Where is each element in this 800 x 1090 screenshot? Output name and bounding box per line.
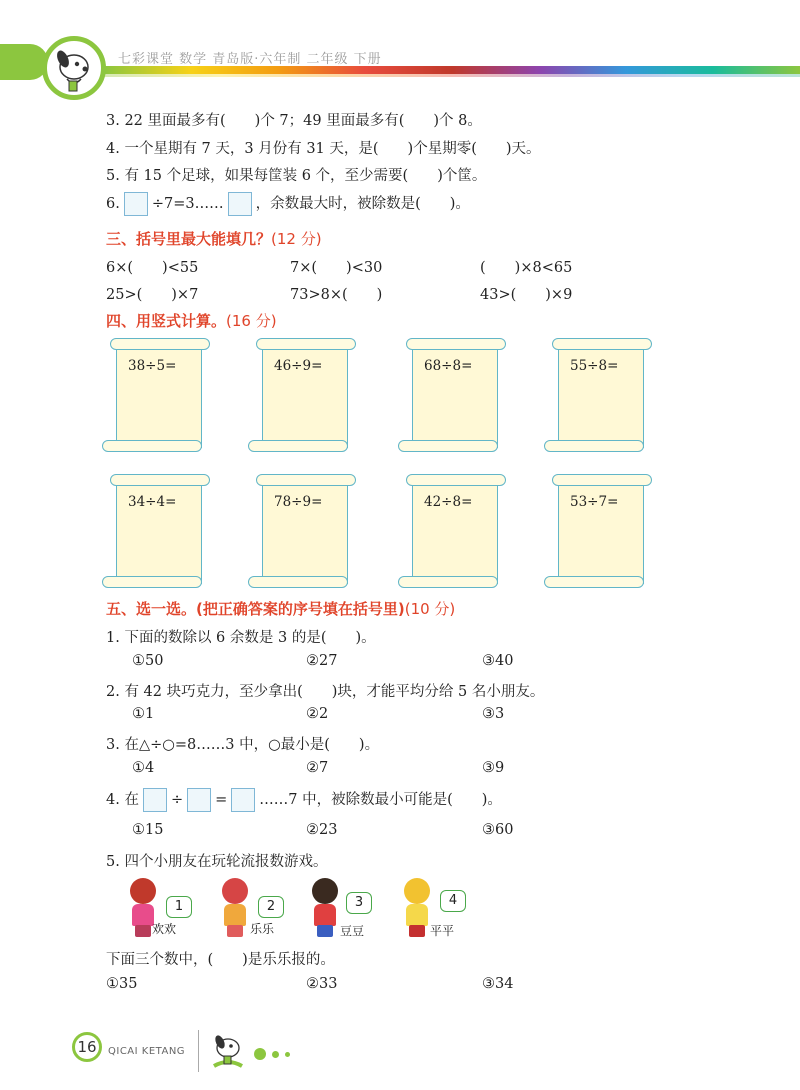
calc-scroll[interactable] [544, 338, 652, 452]
question-3: 3. 22 里面最多有( )个 7；49 里面最多有( )个 8。 [106, 113, 482, 129]
s3-item: 7×( )<30 [290, 260, 383, 276]
option[interactable]: ①35 [106, 976, 138, 992]
calc-expression: 78÷9= [274, 494, 323, 510]
option[interactable]: ②27 [306, 653, 338, 669]
section-5-title: 五、选一选。(把正确答案的序号填在括号里) [106, 600, 405, 618]
calc-expression: 42÷8= [424, 494, 473, 510]
option[interactable]: ①4 [132, 760, 155, 776]
s5-question-4 [106, 788, 502, 812]
question-4: 4. 一个星期有 7 天，3 月份有 31 天，是( )个星期零( )天。 [106, 141, 541, 157]
q4-dividend-box[interactable] [143, 788, 167, 812]
footer-dot [254, 1048, 266, 1060]
option[interactable]: ②33 [306, 976, 338, 992]
s3-item: 6×( )<55 [106, 260, 199, 276]
q4-divisor-box[interactable] [187, 788, 211, 812]
calc-expression: 55÷8= [570, 358, 619, 374]
kid-name: 平平 [430, 924, 455, 938]
calc-expression: 34÷4= [128, 494, 177, 510]
mascot-dog-icon [42, 36, 106, 100]
section-4-title: 四、用竖式计算。 [106, 312, 227, 330]
page-number: 16 [72, 1032, 102, 1062]
header-green-tab [0, 44, 48, 80]
section-4-score: (16 分) [226, 312, 277, 330]
q4-quotient-box[interactable] [231, 788, 255, 812]
calc-scroll[interactable] [398, 338, 506, 452]
calc-expression: 46÷9= [274, 358, 323, 374]
footer-divider [198, 1030, 199, 1072]
s3-item: 43>( )×9 [480, 287, 573, 303]
footer-brand: QICAI KETANG [108, 1046, 186, 1057]
calc-scroll[interactable] [398, 474, 506, 588]
option[interactable]: ③3 [482, 706, 505, 722]
q6-dividend-box[interactable] [124, 192, 148, 216]
option[interactable]: ①50 [132, 653, 164, 669]
option[interactable]: ③34 [482, 976, 514, 992]
q6-remainder-box[interactable] [228, 192, 252, 216]
s5-q5-question: 下面三个数中，( )是乐乐报的。 [106, 952, 335, 968]
s3-item: ( )×8<65 [480, 260, 573, 276]
section-3-heading [106, 228, 322, 249]
header-title: 七彩课堂 数学 青岛版·六年制 二年级 下册 [118, 52, 382, 67]
footer-dot [272, 1051, 279, 1058]
section-3-score: (12 分) [271, 230, 322, 248]
option[interactable]: ②2 [306, 706, 329, 722]
q4-suffix: ……7 中，被除数最小可能是( )。 [259, 792, 502, 808]
kid-name: 豆豆 [340, 924, 365, 938]
footer-dog-icon [206, 1032, 250, 1072]
s5-question-1: 1. 下面的数除以 6 余数是 3 的是( )。 [106, 630, 376, 646]
option[interactable]: ①15 [132, 822, 164, 838]
section-5-score: (10 分) [404, 600, 456, 618]
number-bubble: 4 [440, 890, 466, 912]
option[interactable]: ③60 [482, 822, 514, 838]
calc-expression: 68÷8= [424, 358, 473, 374]
header-rainbow-stripe-light [104, 74, 800, 77]
q4-equal-sign: = [215, 792, 228, 808]
question-6 [106, 192, 470, 216]
option[interactable]: ①1 [132, 706, 155, 722]
calc-scroll[interactable] [248, 338, 356, 452]
kid-name: 欢欢 [152, 922, 177, 936]
section-3-title: 三、括号里最大能填几？ [106, 230, 272, 248]
s5-question-3: 3. 在△÷○=8……3 中，○最小是( )。 [106, 737, 380, 753]
s5-question-5: 5. 四个小朋友在玩轮流报数游戏。 [106, 854, 328, 870]
option[interactable]: ③9 [482, 760, 505, 776]
option[interactable]: ②23 [306, 822, 338, 838]
q4-divide-sign: ÷ [170, 792, 184, 808]
question-5: 5. 有 15 个足球，如果每筐装 6 个，至少需要( )个筐。 [106, 168, 487, 184]
calc-expression: 53÷7= [570, 494, 619, 510]
header-rainbow-stripe [104, 66, 800, 74]
calc-scroll[interactable] [544, 474, 652, 588]
calc-scroll[interactable] [102, 474, 210, 588]
s5-question-2: 2. 有 42 块巧克力，至少拿出( )块，才能平均分给 5 名小朋友。 [106, 684, 545, 700]
calc-expression: 38÷5= [128, 358, 177, 374]
option[interactable]: ③40 [482, 653, 514, 669]
option[interactable]: ②7 [306, 760, 329, 776]
q6-suffix: ，余数最大时，被除数是( )。 [255, 196, 470, 212]
q4-prefix: 4. 在 [106, 792, 139, 808]
section-4-heading [106, 310, 277, 331]
calc-scroll[interactable] [248, 474, 356, 588]
number-bubble: 1 [166, 896, 192, 918]
number-bubble: 2 [258, 896, 284, 918]
section-5-heading [106, 598, 455, 619]
kid-name: 乐乐 [250, 922, 275, 936]
q6-middle: ÷7=3…… [151, 196, 224, 212]
footer-dot [285, 1052, 290, 1057]
number-bubble: 3 [346, 892, 372, 914]
q6-prefix: 6. [106, 196, 120, 212]
s3-item: 25>( )×7 [106, 287, 199, 303]
calc-scroll[interactable] [102, 338, 210, 452]
s3-item: 73>8×( ) [290, 287, 383, 303]
